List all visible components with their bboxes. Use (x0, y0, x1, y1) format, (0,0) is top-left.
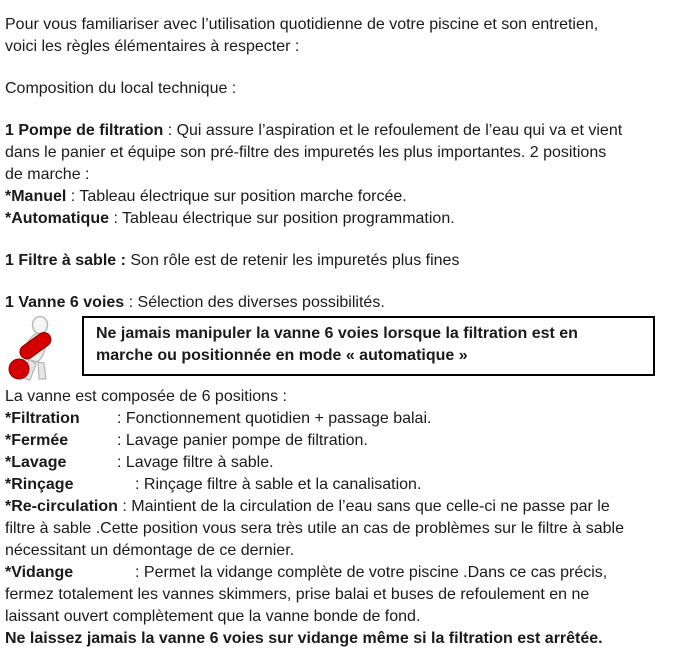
position-desc: : Maintient de la circulation de l’eau sans que celle-ci ne passe par le (117, 498, 610, 515)
pump-term: 1 Pompe de filtration (5, 122, 164, 139)
warning-box (82, 316, 655, 376)
valve-paragraph (5, 292, 678, 314)
warning-line-1: Ne jamais manipuler la vanne 6 voies lorsque la filtration est en (96, 325, 578, 342)
position-cont-line: filtre à sable .Cette position vous sera très utile an cas de problèmes sur le filtre à sable (5, 520, 624, 537)
position-row-recirculation (5, 496, 678, 518)
position-term: *Re-circulation (5, 498, 118, 515)
pump-line-1 (5, 120, 678, 142)
mode-manuel-rest: : Tableau électrique sur position marche forcée. (66, 188, 407, 205)
pump-line-2: dans le panier et équipe son pré-filtre des impuretés les plus importantes. 2 positions (5, 144, 607, 161)
position-row-rincage (5, 474, 678, 496)
position-row-fermee (5, 430, 678, 452)
pump-paragraph (5, 120, 678, 230)
mode-manuel-term: *Manuel (5, 188, 67, 205)
mode-auto-line (5, 208, 678, 230)
position-row-lavage (5, 452, 678, 474)
position-term: *Filtration (5, 410, 80, 427)
position-cont-line: fermez totalement les vannes skimmers, prise balai et buses de refoulement en ne (5, 586, 590, 603)
intro-line-2: voici les règles élémentaires à respecter : (5, 38, 300, 55)
sand-filter-paragraph (5, 250, 678, 272)
position-row-filtration (5, 408, 678, 430)
position-desc: : Lavage panier pompe de filtration. (117, 432, 368, 449)
position-cont-line: laissant ouvert complètement que la vanne bonde de fond. (5, 608, 421, 625)
pump-line-3: de marche : (5, 166, 90, 183)
mode-auto-term: *Automatique (5, 210, 109, 227)
positions-intro: La vanne est composée de 6 positions : (5, 388, 287, 405)
sand-filter-term: 1 Filtre à sable : (5, 252, 126, 269)
position-cont-line: nécessitant un démontage de ce dernier. (5, 542, 295, 559)
mode-auto-rest: : Tableau électrique sur position programmation. (109, 210, 455, 227)
composition-heading: Composition du local technique : (5, 80, 237, 97)
position-desc: : Rinçage filtre à sable et la canalisation. (135, 476, 422, 493)
mode-manuel-line (5, 186, 678, 208)
position-row-vidange (5, 562, 678, 584)
valve-rest: : Sélection des diverses possibilités. (124, 294, 385, 311)
position-desc: : Lavage filtre à sable. (117, 454, 274, 471)
pump-line-1-rest: : Qui assure l’aspiration et le refoulement de l’eau qui va et vient (163, 122, 623, 139)
position-term: *Lavage (5, 454, 67, 471)
position-term: *Vidange (5, 564, 74, 581)
valve-term: 1 Vanne 6 voies (5, 294, 125, 311)
warning-line-2: marche ou positionnée en mode « automatique » (96, 347, 468, 364)
valve-positions-section (5, 386, 678, 650)
position-term: *Rinçage (5, 476, 74, 493)
person-carrying-exclamation-icon (5, 316, 70, 384)
position-desc: : Permet la vidange complète de votre piscine .Dans ce cas précis, (135, 564, 608, 581)
warning-block (5, 316, 678, 384)
sand-filter-rest: Son rôle est de retenir les impuretés plus fines (125, 252, 460, 269)
intro-line-1: Pour vous familiariser avec l’utilisation quotidienne de votre piscine et son entretien, (5, 16, 599, 33)
final-warning: Ne laissez jamais la vanne 6 voies sur vidange même si la filtration est arrêtée. (5, 630, 603, 647)
position-term: *Fermée (5, 432, 69, 449)
intro-paragraph (5, 14, 678, 58)
position-desc: : Fonctionnement quotidien + passage balai. (117, 410, 432, 427)
